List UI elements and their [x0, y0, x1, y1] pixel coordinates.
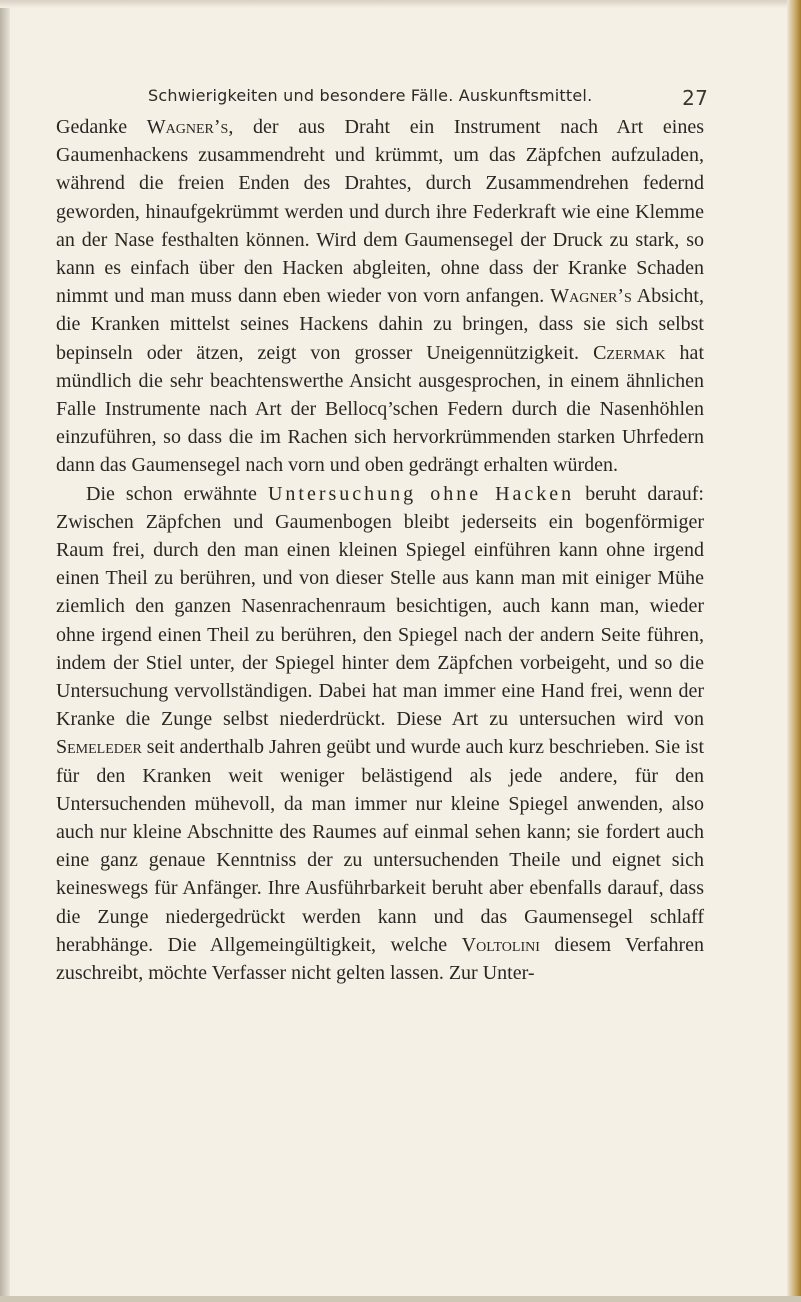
paragraph-2-text-c: seit anderthalb Jahren geübt und wurde auch kurz beschrieben. Sie ist für den Kranken weit weniger belästigend als jede andere, für den Untersuchenden mühevoll, da man immer nur kleine Spiegel anwenden, also auch nur kleine Abschnitte des Raumes auf einmal sehen kann; sie fordert auch eine ganz genaue Kenntniss der zu untersuchenden Theile und eignet sich keineswegs für Anfänger. Ihre Ausführbarkeit beruht aber ebenfalls darauf, dass die Zunge niedergedrückt werden kann und das Gaumensegel schlaff herabhänge. Die Allgemeingültigkeit, welche [56, 736, 704, 956]
page-gutter-shadow [0, 0, 10, 1302]
page-bottom-edge [0, 1296, 801, 1302]
paragraph-2 [56, 480, 704, 988]
author-name-voltolini: Voltolini [461, 933, 540, 956]
author-name-wagner: Wagner’s [550, 285, 632, 308]
paragraph-2-text-d: diesem Verfahren zuschreibt, möchte Verfasser nicht gelten lassen. Zur Unter- [56, 933, 704, 985]
paragraph-1-text-b: , der aus Draht ein Instrument nach Art eines Gaumenhackens zusammendreht und krümmt, um das Zäpfchen aufzuladen, während die freien Enden des Drahtes, durch Zusammendrehen federnd geworden, hinaufgekrümmt werden und durch ihre Federkraft wie eine Klemme an der Nase festhalten können. Wird dem Gaumensegel der Druck zu stark, so kann es einfach über den Hacken abgleiten, ohne dass der Kranke Schaden nimmt und man muss dann eben wieder von vorn anfangen. [56, 116, 704, 308]
page-fore-edge [787, 0, 801, 1302]
paragraph-1-text-c: Absicht, die Kranken mittelst seines Hackens dahin zu bringen, dass sie sich selbst bepinseln oder ätzen, zeigt von grosser Uneigennützigkeit. [56, 285, 704, 364]
paragraph-2-text-b: beruht darauf: Zwischen Zäpfchen und Gaumenbogen bleibt jederseits ein bogenförmiger Raum frei, durch den man einen kleinen Spiegel einführen kann ohne irgend einen Theil zu berühren, und von dieser Stelle aus kann man mit einiger Mühe ziemlich den ganzen Nasenrachenraum besichtigen, auch kann man, wieder ohne irgend einen Theil zu berühren, den Spiegel nach der andern Seite führen, indem der Stiel unter, der Spiegel hinter dem Zäpfchen vorbeigeht, und so die Untersuchung vervollständigen. Dabei hat man immer eine Hand frei, wenn der Kranke die Zunge selbst niederdrückt. Diese Art zu untersuchen wird von [56, 482, 704, 731]
author-name-czermak: Czermak [593, 341, 666, 364]
running-header [148, 86, 708, 110]
paragraph-1-text-a: Gedanke [56, 116, 147, 138]
author-name-semeleder: Semeleder [56, 736, 142, 759]
paragraph-1 [56, 113, 704, 480]
author-name-wagner: Wagner’s [146, 116, 229, 138]
paragraph-1-text-d: hat mündlich die sehr beachtenswerthe Ansicht ausgesprochen, in einem ähnlichen Falle Instrumente nach Art der Bellocq’schen Federn durch die Nasenhöhlen einzuführen, so dass die im Rachen sich hervorkrümmenden starken Uhrfedern dann das Gaumensegel nach vorn und oben gedrängt erhalten würden. [56, 341, 704, 477]
running-head-title: Schwierigkeiten und besondere Fälle. Auskunftsmittel. [148, 86, 593, 105]
body-text [56, 113, 704, 987]
emphasized-term: Untersuchung ohne Hacken [267, 482, 575, 505]
paragraph-2-text-a: Die schon erwähnte [86, 482, 268, 505]
page-number: 27 [682, 86, 708, 110]
page-top-edge [0, 0, 801, 8]
